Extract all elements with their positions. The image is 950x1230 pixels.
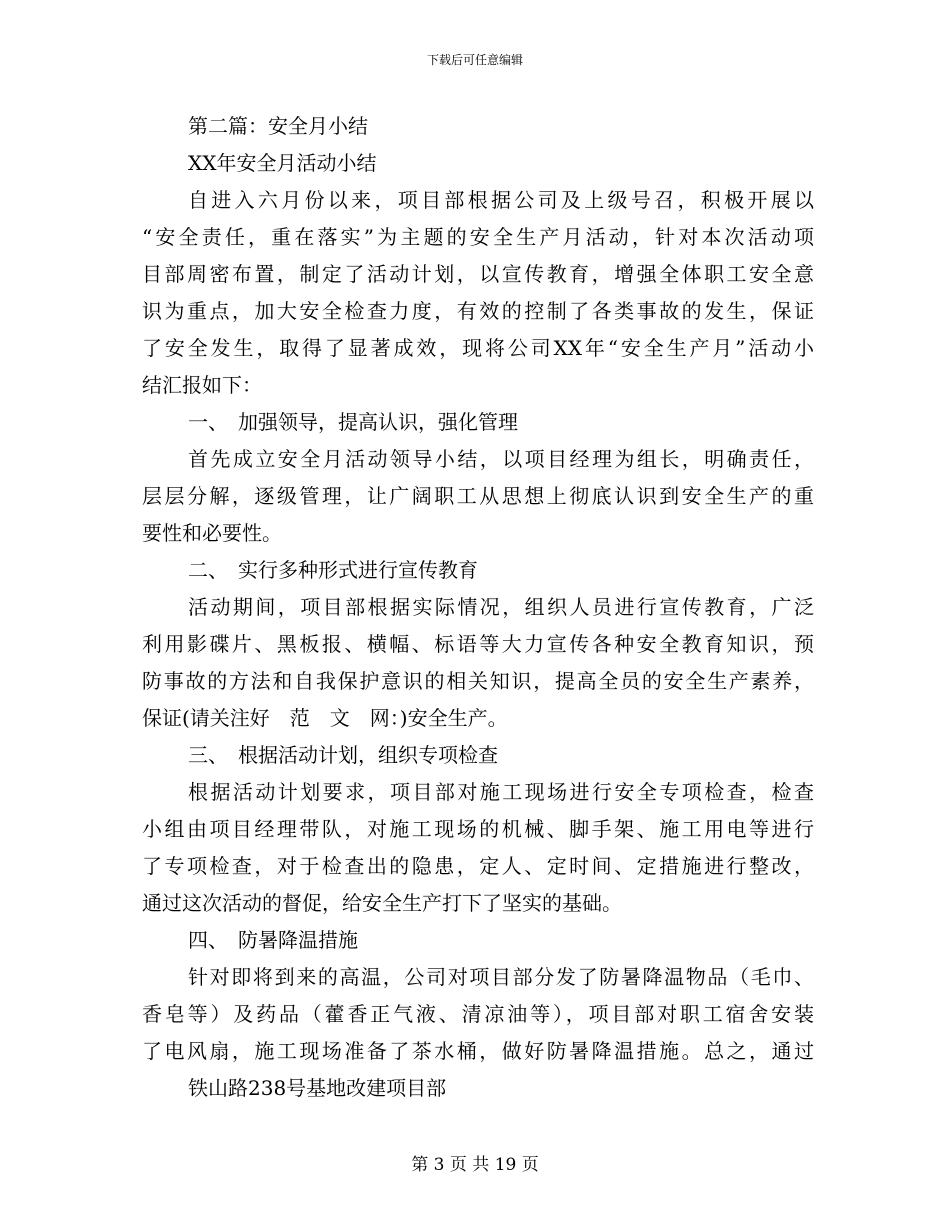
section-heading: 四、 防暑降温措施	[188, 928, 358, 952]
paragraph-line: 了电风扇，施工现场准备了茶水桶，做好防暑降温措施。总之，通过	[142, 1039, 814, 1063]
paragraph-line: 识为重点，加大安全检查力度，有效的控制了各类事故的发生，保证	[142, 299, 814, 323]
header-note: 下载后可任意编辑	[426, 53, 523, 67]
section-title: 第二篇：安全月小结	[188, 114, 368, 138]
paragraph-line: 要性和必要性。	[142, 521, 282, 545]
section-heading: 二、 实行多种形式进行宣传教育	[188, 558, 478, 582]
paragraph-line: 根据活动计划要求，项目部对施工现场进行安全专项检查，检查	[188, 780, 814, 804]
paragraph-line: 自进入六月份以来，项目部根据公司及上级号召，积极开展以	[188, 188, 814, 212]
paragraph-line: 层层分解，逐级管理，让广阔职工从思想上彻底认识到安全生产的重	[142, 484, 814, 508]
paragraph-line: 保证(请关注好 范 文 网：)安全生产。	[142, 706, 508, 730]
paragraph-line: “安全责任，重在落实”为主题的安全生产月活动，针对本次活动项	[142, 225, 814, 249]
paragraph-line: 目部周密布置，制定了活动计划，以宣传教育，增强全体职工安全意	[142, 262, 814, 286]
paragraph-line: 香皂等）及药品（藿香正气液、清凉油等），项目部对职工宿舍安装	[142, 1002, 814, 1026]
section-heading: 三、 根据活动计划，组织专项检查	[188, 743, 498, 767]
paragraph-line: 利用影碟片、黑板报、横幅、标语等大力宣传各种安全教育知识，预	[142, 632, 814, 656]
paragraph-line: 结汇报如下：	[142, 373, 262, 397]
paragraph-line: 了安全发生，取得了显著成效，现将公司XX年“安全生产月”活动小	[142, 336, 814, 360]
document-subtitle: XX年安全月活动小结	[188, 151, 377, 175]
document-body	[142, 108, 814, 1107]
paragraph-line: 首先成立安全月活动领导小结，以项目经理为组长，明确责任，	[188, 447, 814, 471]
section-heading: 一、 加强领导，提高认识，强化管理	[188, 410, 518, 434]
paragraph-line: 针对即将到来的高温，公司对项目部分发了防暑降温物品（毛巾、	[188, 965, 814, 989]
paragraph-line: 活动期间，项目部根据实际情况，组织人员进行宣传教育，广泛	[188, 595, 814, 619]
paragraph-line: 小组由项目经理带队，对施工现场的机械、脚手架、施工用电等进行	[142, 817, 814, 841]
paragraph-line: 通过这次活动的督促，给安全生产打下了坚实的基础。	[142, 891, 622, 915]
page-number: 第 3 页 共 19 页	[411, 1155, 539, 1175]
paragraph-line: 防事故的方法和自我保护意识的相关知识，提高全员的安全生产素养，	[142, 669, 814, 693]
signature-line: 铁山路238号基地改建项目部	[188, 1076, 447, 1100]
paragraph-line: 了专项检查，对于检查出的隐患，定人、定时间、定措施进行整改，	[142, 854, 814, 878]
